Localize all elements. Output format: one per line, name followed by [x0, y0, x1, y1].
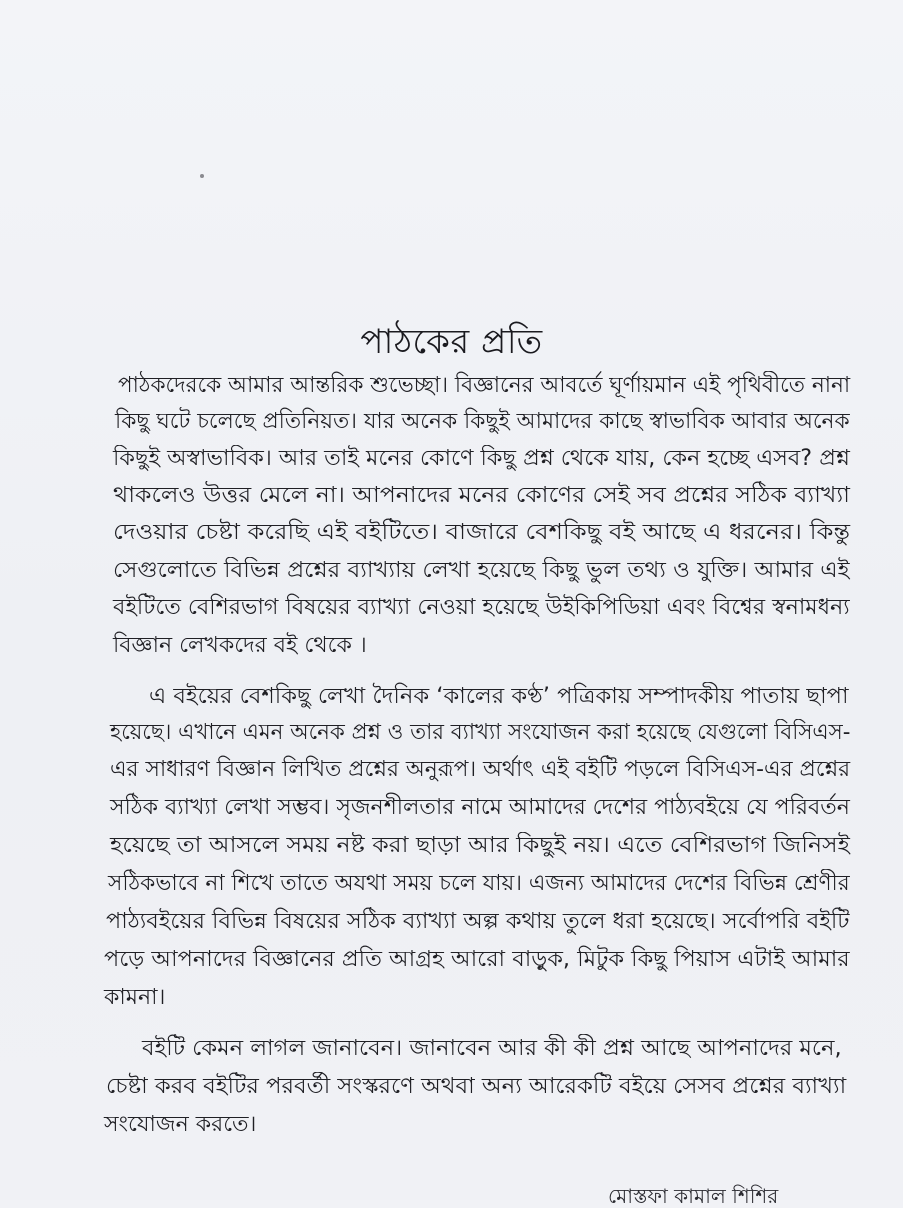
page-title: পাঠকের প্রতি: [360, 322, 543, 362]
paragraph-1-line-6: সেগুলোতে বিভিন্ন প্রশ্নের ব্যাখ্যায় লেখা হয়েছে কিছু ভুল তথ্য ও যুক্তি। আমার এই: [113, 558, 850, 583]
author-name-cut-off: মোস্তফা কামাল শিশির: [608, 1184, 779, 1208]
paragraph-1-line-5: দেওয়ার চেষ্টা করেছি এই বইটিতে। বাজারে বেশকিছু বই আছে এ ধরনের। কিন্তু: [113, 520, 851, 545]
paragraph-2-line-8: পড়ে আপনাদের বিজ্ঞানের প্রতি আগ্রহ আরো বাড়ুক, মিটুক কিছু পিয়াস এটাই আমার: [104, 947, 850, 972]
paragraph-2-line-4: সঠিক ব্যাখ্যা লেখা সম্ভব। সৃজনশীলতার নামে আমাদের দেশের পাঠ্যবইয়ে যে পরিবর্তন: [110, 795, 850, 820]
paragraph-2-line-9: কামনা।: [104, 985, 166, 1010]
paragraph-2-line-6: সঠিকভাবে না শিখে তাতে অযথা সময় চলে যায়। এজন্য আমাদের দেশের বিভিন্ন শ্রেণীর: [108, 871, 850, 896]
paragraph-2-line-5: হয়েছে তা আসলে সময় নষ্ট করা ছাড়া আর কিছুই নয়। এতে বেশিরভাগ জিনিসই: [110, 833, 850, 858]
paragraph-1-line-3: কিছুই অস্বাভাবিক। আর তাই মনের কোণে কিছু প্রশ্ন থেকে যায়, কেন হচ্ছে এসব? প্রশ্ন: [113, 446, 850, 471]
paragraph-2-line-3: এর সাধারণ বিজ্ঞান লিখিত প্রশ্নের অনুরূপ। অর্থাৎ এই বইটি পড়লে বিসিএস-এর প্রশ্নের: [110, 757, 851, 782]
paragraph-1-line-8: বিজ্ঞান লেখকদের বই থেকে ।: [113, 633, 367, 658]
paper-speck: [200, 174, 204, 178]
paragraph-2-line-2: হয়েছে। এখানে এমন অনেক প্রশ্ন ও তার ব্যাখ্যা সংযোজন করা হয়েছে যেগুলো বিসিএস-: [110, 720, 851, 745]
paragraph-1-line-2: কিছু ঘটে চলেছে প্রতিনিয়ত। যার অনেক কিছুই আমাদের কাছে স্বাভাবিক আবার অনেক: [115, 409, 850, 434]
paragraph-3-line-2: চেষ্টা করব বইটির পরবর্তী সংস্করণে অথবা অন্য আরেকটি বইয়ে সেসব প্রশ্নের ব্যাখ্যা: [106, 1074, 847, 1099]
paragraph-2-line-7: পাঠ্যবইয়ের বিভিন্ন বিষয়ের সঠিক ব্যাখ্যা অল্প কথায় তুলে ধরা হয়েছে। সর্বোপরি বইটি: [106, 909, 850, 934]
paragraph-2-line-1: এ বইয়ের বেশকিছু লেখা দৈনিক ‘কালের কণ্ঠ’ পত্রিকায় সম্পাদকীয় পাতায় ছাপা: [149, 684, 849, 709]
paragraph-1-line-7: বইটিতে বেশিরভাগ বিষয়ের ব্যাখ্যা নেওয়া হয়েছে উইকিপিডিয়া এবং বিশ্বের স্বনামধন্য: [113, 595, 850, 620]
paragraph-3-line-3: সংযোজন করতে।: [104, 1112, 257, 1137]
paragraph-1-line-4: থাকলেও উত্তর মেলে না। আপনাদের মনের কোণের সেই সব প্রশ্নের সঠিক ব্যাখ্যা: [113, 483, 851, 508]
paragraph-3-line-1: বইটি কেমন লাগল জানাবেন। জানাবেন আর কী কী প্রশ্ন আছে আপনাদের মনে,: [142, 1036, 842, 1061]
paragraph-1-line-1: পাঠকদেরকে আমার আন্তরিক শুভেচ্ছা। বিজ্ঞানের আবর্তে ঘূর্ণায়মান এই পৃথিবীতে নানা: [118, 373, 851, 398]
